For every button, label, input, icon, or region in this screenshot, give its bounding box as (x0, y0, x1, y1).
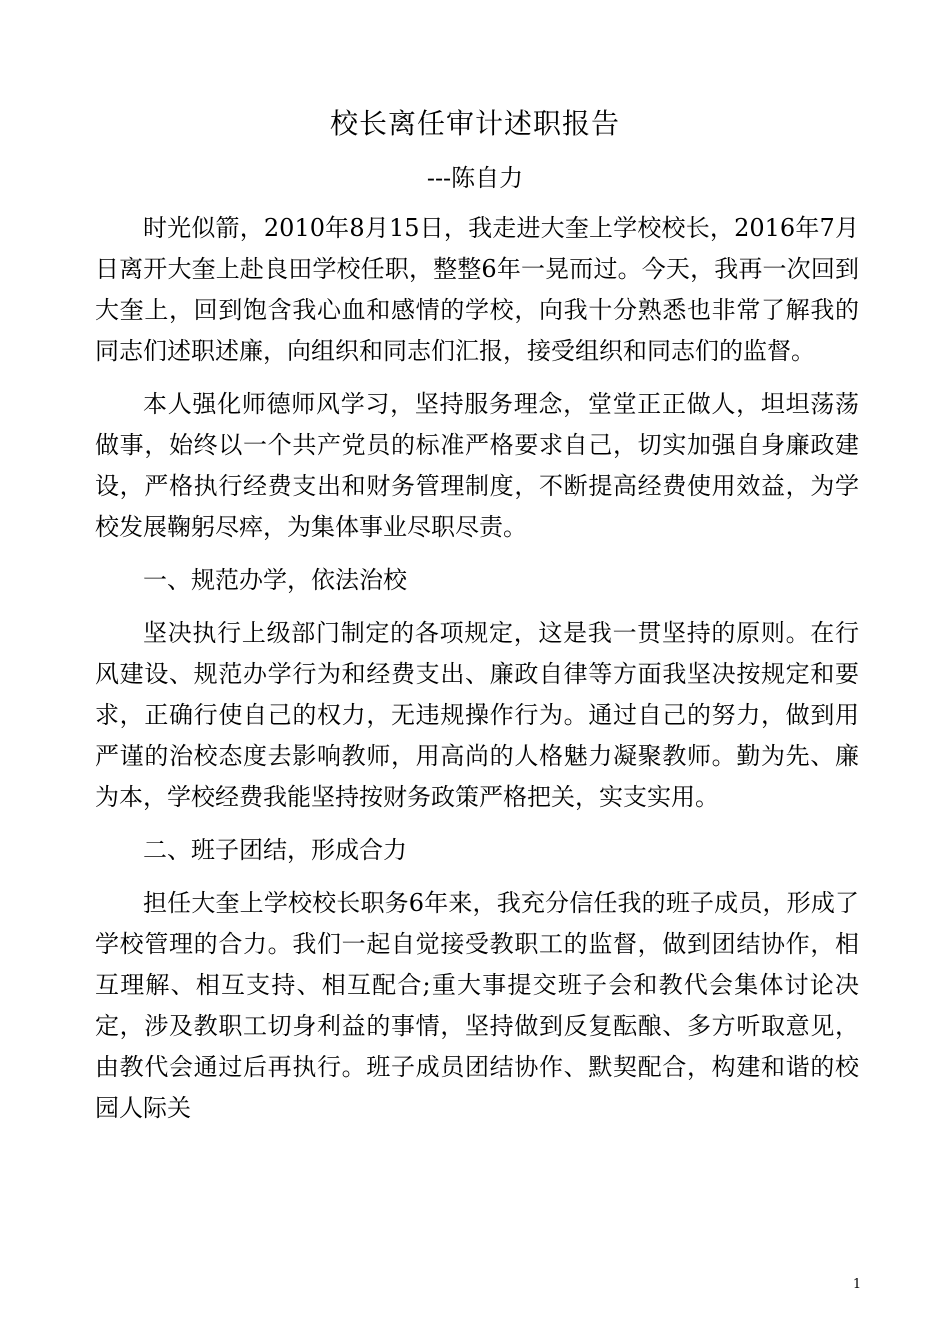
section-heading-2: 二、班子团结，形成合力 (143, 836, 407, 864)
section-heading-1: 一、规范办学，依法治校 (143, 566, 407, 594)
document-author: ---陈自力 (426, 164, 524, 192)
document-body (95, 208, 859, 1141)
document-title: 校长离任审计述职报告 (329, 107, 620, 140)
paragraph-intro: 时光似箭，2010年8月15日，我走进大奎上学校校长，2016年7月日离开大奎上赴良田学校任职，整整6年一晃而过。今天，我再一次回到大奎上，回到饱含我心血和感情的学校，向我十分熟悉也非常了解我的同志们述职述廉，向组织和同志们汇报，接受组织和同志们的监督。 (95, 214, 859, 365)
paragraph-section-2: 担任大奎上学校校长职务6年来，我充分信任我的班子成员，形成了学校管理的合力。我们一起自觉接受教职工的监督，做到团结协作，相互理解、相互支持、相互配合;重大事提交班子会和教代会集体讨论决定，涉及教职工切身利益的事情，坚持做到反复酝酿、多方听取意见，由教代会通过后再执行。班子成员团结协作、默契配合，构建和谐的校园人际关 (95, 889, 859, 1122)
paragraph-integrity: 本人强化师德师风学习，坚持服务理念，堂堂正正做人，坦坦荡荡做事，始终以一个共产党员的标准严格要求自己，切实加强自身廉政建设，严格执行经费支出和财务管理制度，不断提高经费使用效益，为学校发展鞠躬尽瘁，为集体事业尽职尽责。 (95, 390, 859, 541)
page-number: 1 (852, 1277, 862, 1292)
paragraph-section-1: 坚决执行上级部门制定的各项规定，这是我一贯坚持的原则。在行风建设、规范办学行为和经费支出、廉政自律等方面我坚决按规定和要求，正确行使自己的权力，无违规操作行为。通过自己的努力，做到用严谨的治校态度去影响教师，用高尚的人格魅力凝聚教师。勤为先、廉为本，学校经费我能坚持按财务政策严格把关，实支实用。 (95, 619, 859, 811)
